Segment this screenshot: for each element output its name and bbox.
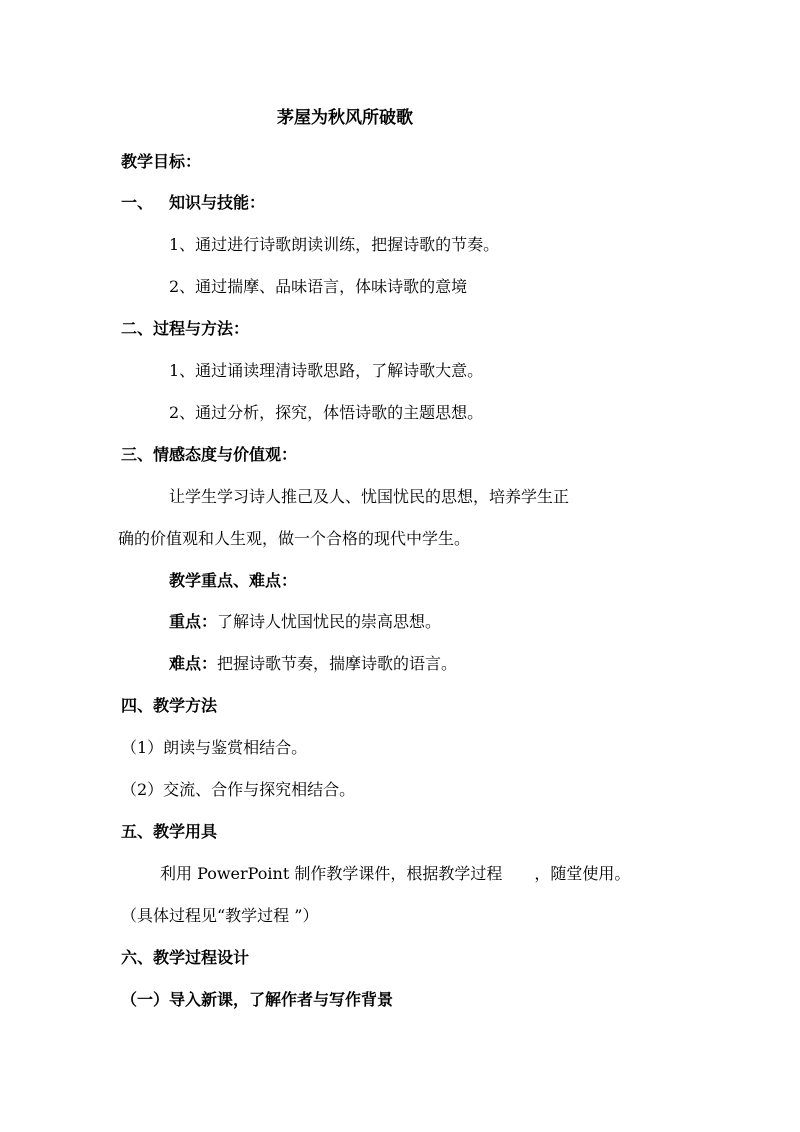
difficulty-line: [169, 654, 457, 674]
section-5-paragraph-line-2: （具体过程见“教学过程 ”）: [121, 906, 319, 925]
section-4-heading: 四、教学方法: [121, 696, 218, 715]
section-6-subheading-1: （一）导入新课，了解作者与写作背景: [121, 990, 394, 1009]
section-1-heading: 知识与技能：: [169, 193, 266, 212]
document-title: 茅屋为秋风所破歌: [277, 108, 413, 128]
section-6-heading: 六、教学过程设计: [121, 948, 250, 967]
section-4-item-1: （1）朗读与鉴赏相结合。: [121, 738, 308, 757]
focus-label: 重点：: [169, 612, 218, 631]
section-3-heading: 三、情感态度与价值观：: [121, 445, 298, 464]
section-2-heading: 二、过程与方法：: [121, 319, 250, 338]
section-2-item-2: 2、通过分析，探究，体悟诗歌的主题思想。: [169, 403, 484, 422]
difficulty-text: 把握诗歌节奏，揣摩诗歌的语言。: [217, 654, 458, 673]
difficulty-label: 难点：: [169, 654, 218, 673]
section-4-item-2: （2）交流、合作与探究相结合。: [121, 780, 356, 799]
section-1-item-2: 2、通过揣摩、品味语言，体味诗歌的意境: [169, 277, 468, 296]
section-3-paragraph-line-2: 确的价值观和人生观，做一个合格的现代中学生。: [118, 529, 471, 548]
section-5-heading: 五、教学用具: [121, 822, 218, 841]
section-5-paragraph-line-1: 利用 PowerPoint 制作教学课件，根据教学过程 ，随堂使用。: [160, 864, 631, 883]
keypoints-heading: 教学重点、难点：: [169, 571, 298, 590]
section-1-item-1: 1、通过进行诗歌朗读训练，把握诗歌的节奏。: [169, 235, 500, 254]
section-1-number: 一、: [121, 193, 154, 212]
focus-text: 了解诗人忧国忧民的崇高思想。: [217, 612, 442, 631]
section-3-paragraph-line-1: 让学生学习诗人推己及人、忧国忧民的思想，培养学生正: [169, 487, 570, 506]
objectives-heading: 教学目标：: [121, 152, 202, 171]
focus-line: [169, 612, 441, 632]
section-2-item-1: 1、通过诵读理清诗歌思路，了解诗歌大意。: [169, 361, 484, 380]
